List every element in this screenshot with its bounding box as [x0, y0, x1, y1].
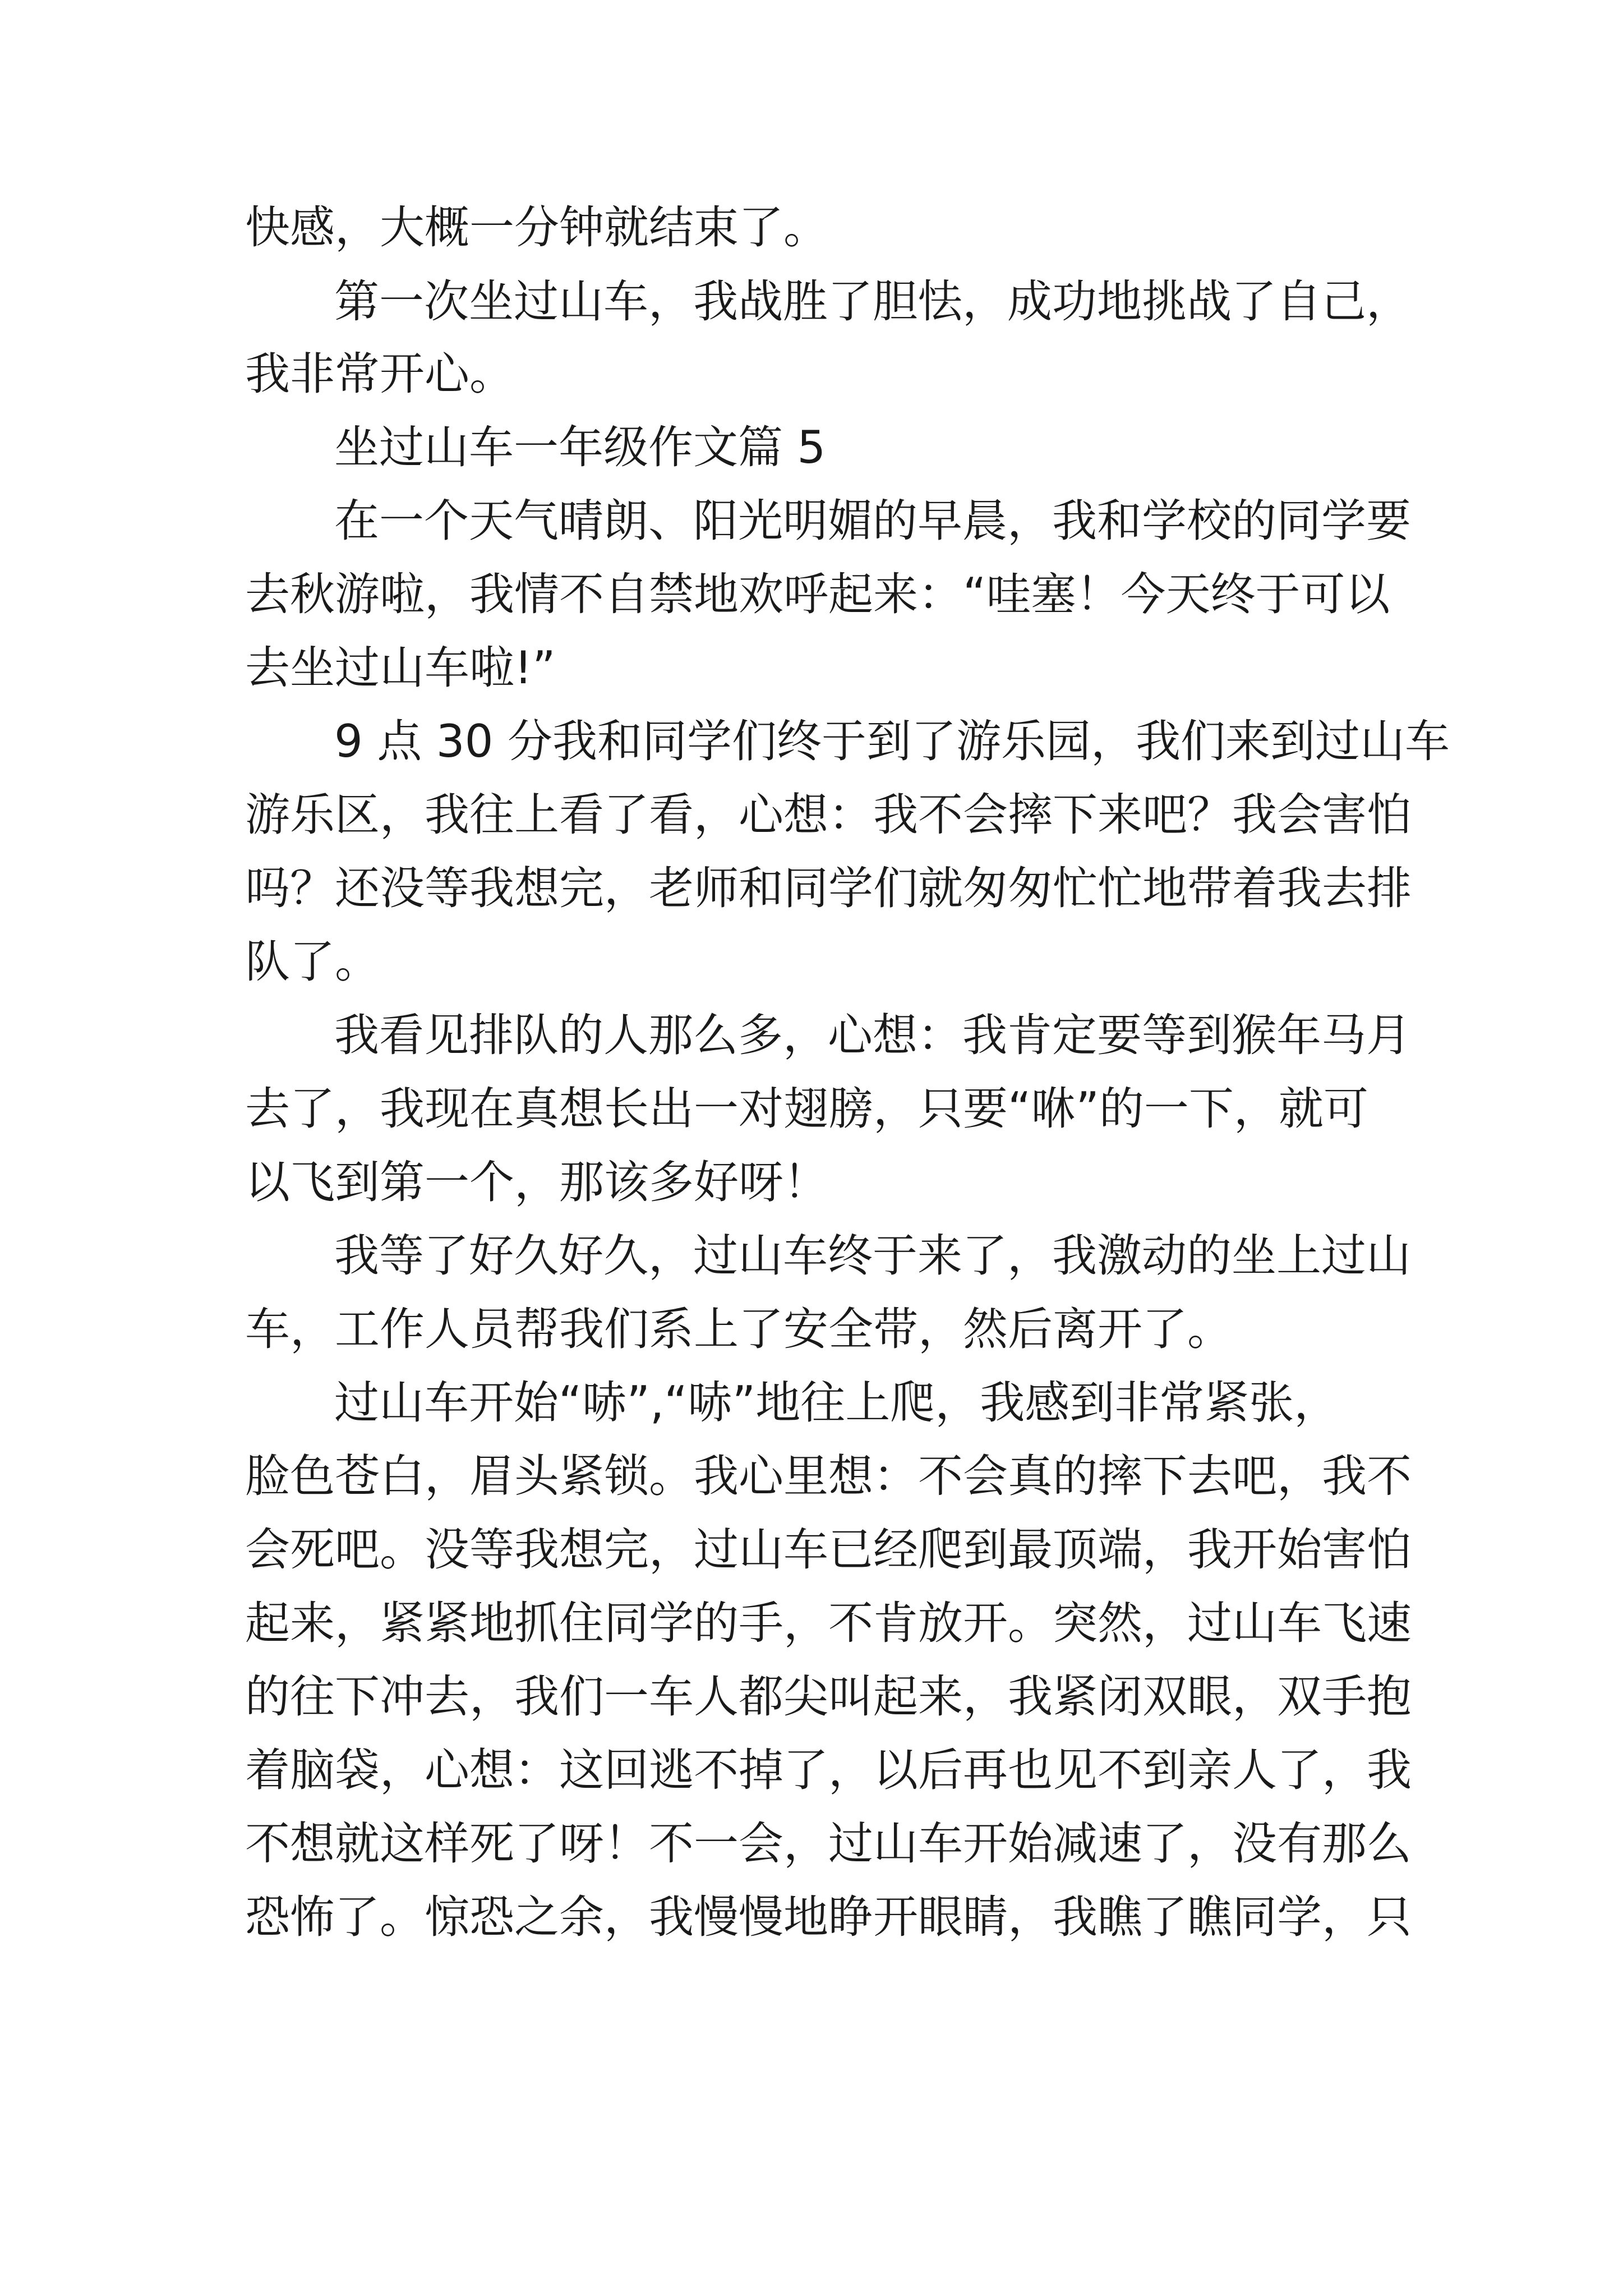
text-line: 恐怖了。惊恐之余，我慢慢地睁开眼睛，我瞧了瞧同学，只 [245, 1891, 1412, 1943]
text-line: 起来，紧紧地抓住同学的手，不肯放开。突然，过山车飞速 [245, 1597, 1412, 1649]
text-line: 去了，我现在真想长出一对翅膀，只要“咻”的一下，就可 [245, 1083, 1368, 1135]
text-line: 的往下冲去，我们一车人都尖叫起来，我紧闭双眼，双手抱 [245, 1671, 1412, 1723]
text-line: 去秋游啦，我情不自禁地欢呼起来：“哇塞！今天终于可以 [245, 568, 1390, 620]
text-line: 车，工作人员帮我们系上了安全带，然后离开了。 [245, 1303, 1232, 1355]
text-line: 会死吧。没等我想完，过山车已经爬到最顶端，我开始害怕 [245, 1524, 1412, 1576]
text-line: 我看见排队的人那么多，心想：我肯定要等到猴年马月 [334, 1009, 1411, 1061]
text-line: 队了。 [245, 936, 380, 988]
text-line: 着脑袋，心想：这回逃不掉了，以后再也见不到亲人了，我 [245, 1744, 1412, 1796]
text-line: 脸色苍白，眉头紧锁。我心里想：不会真的摔下去吧，我不 [245, 1450, 1412, 1502]
text-line: 过山车开始“哧”,“哧”地往上爬，我感到非常紧张， [334, 1377, 1339, 1429]
text-line: 不想就这样死了呀！不一会，过山车开始减速了，没有那么 [245, 1818, 1412, 1870]
text-line: 游乐区，我往上看了看，心想：我不会摔下来吧？我会害怕 [245, 789, 1412, 841]
text-line: 第一次坐过山车，我战胜了胆怯，成功地挑战了自己， [334, 275, 1411, 328]
text-line: 我非常开心。 [245, 348, 514, 400]
text-line: 去坐过山车啦!” [245, 642, 556, 694]
section-heading: 坐过山车一年级作文篇 5 [334, 421, 826, 473]
text-line: 以飞到第一个，那该多好呀！ [245, 1156, 828, 1208]
text-line: 吗？还没等我想完，老师和同学们就匆匆忙忙地带着我去排 [245, 862, 1412, 914]
text-line: 快感，大概一分钟就结束了。 [245, 201, 828, 254]
text-line: 我等了好久好久，过山车终于来了，我激动的坐上过山 [334, 1230, 1411, 1282]
text-line: 9 点 30 分我和同学们终于到了游乐园，我们来到过山车 [334, 715, 1450, 767]
text-line: 在一个天气晴朗、阳光明媚的早晨，我和学校的同学要 [334, 495, 1411, 547]
